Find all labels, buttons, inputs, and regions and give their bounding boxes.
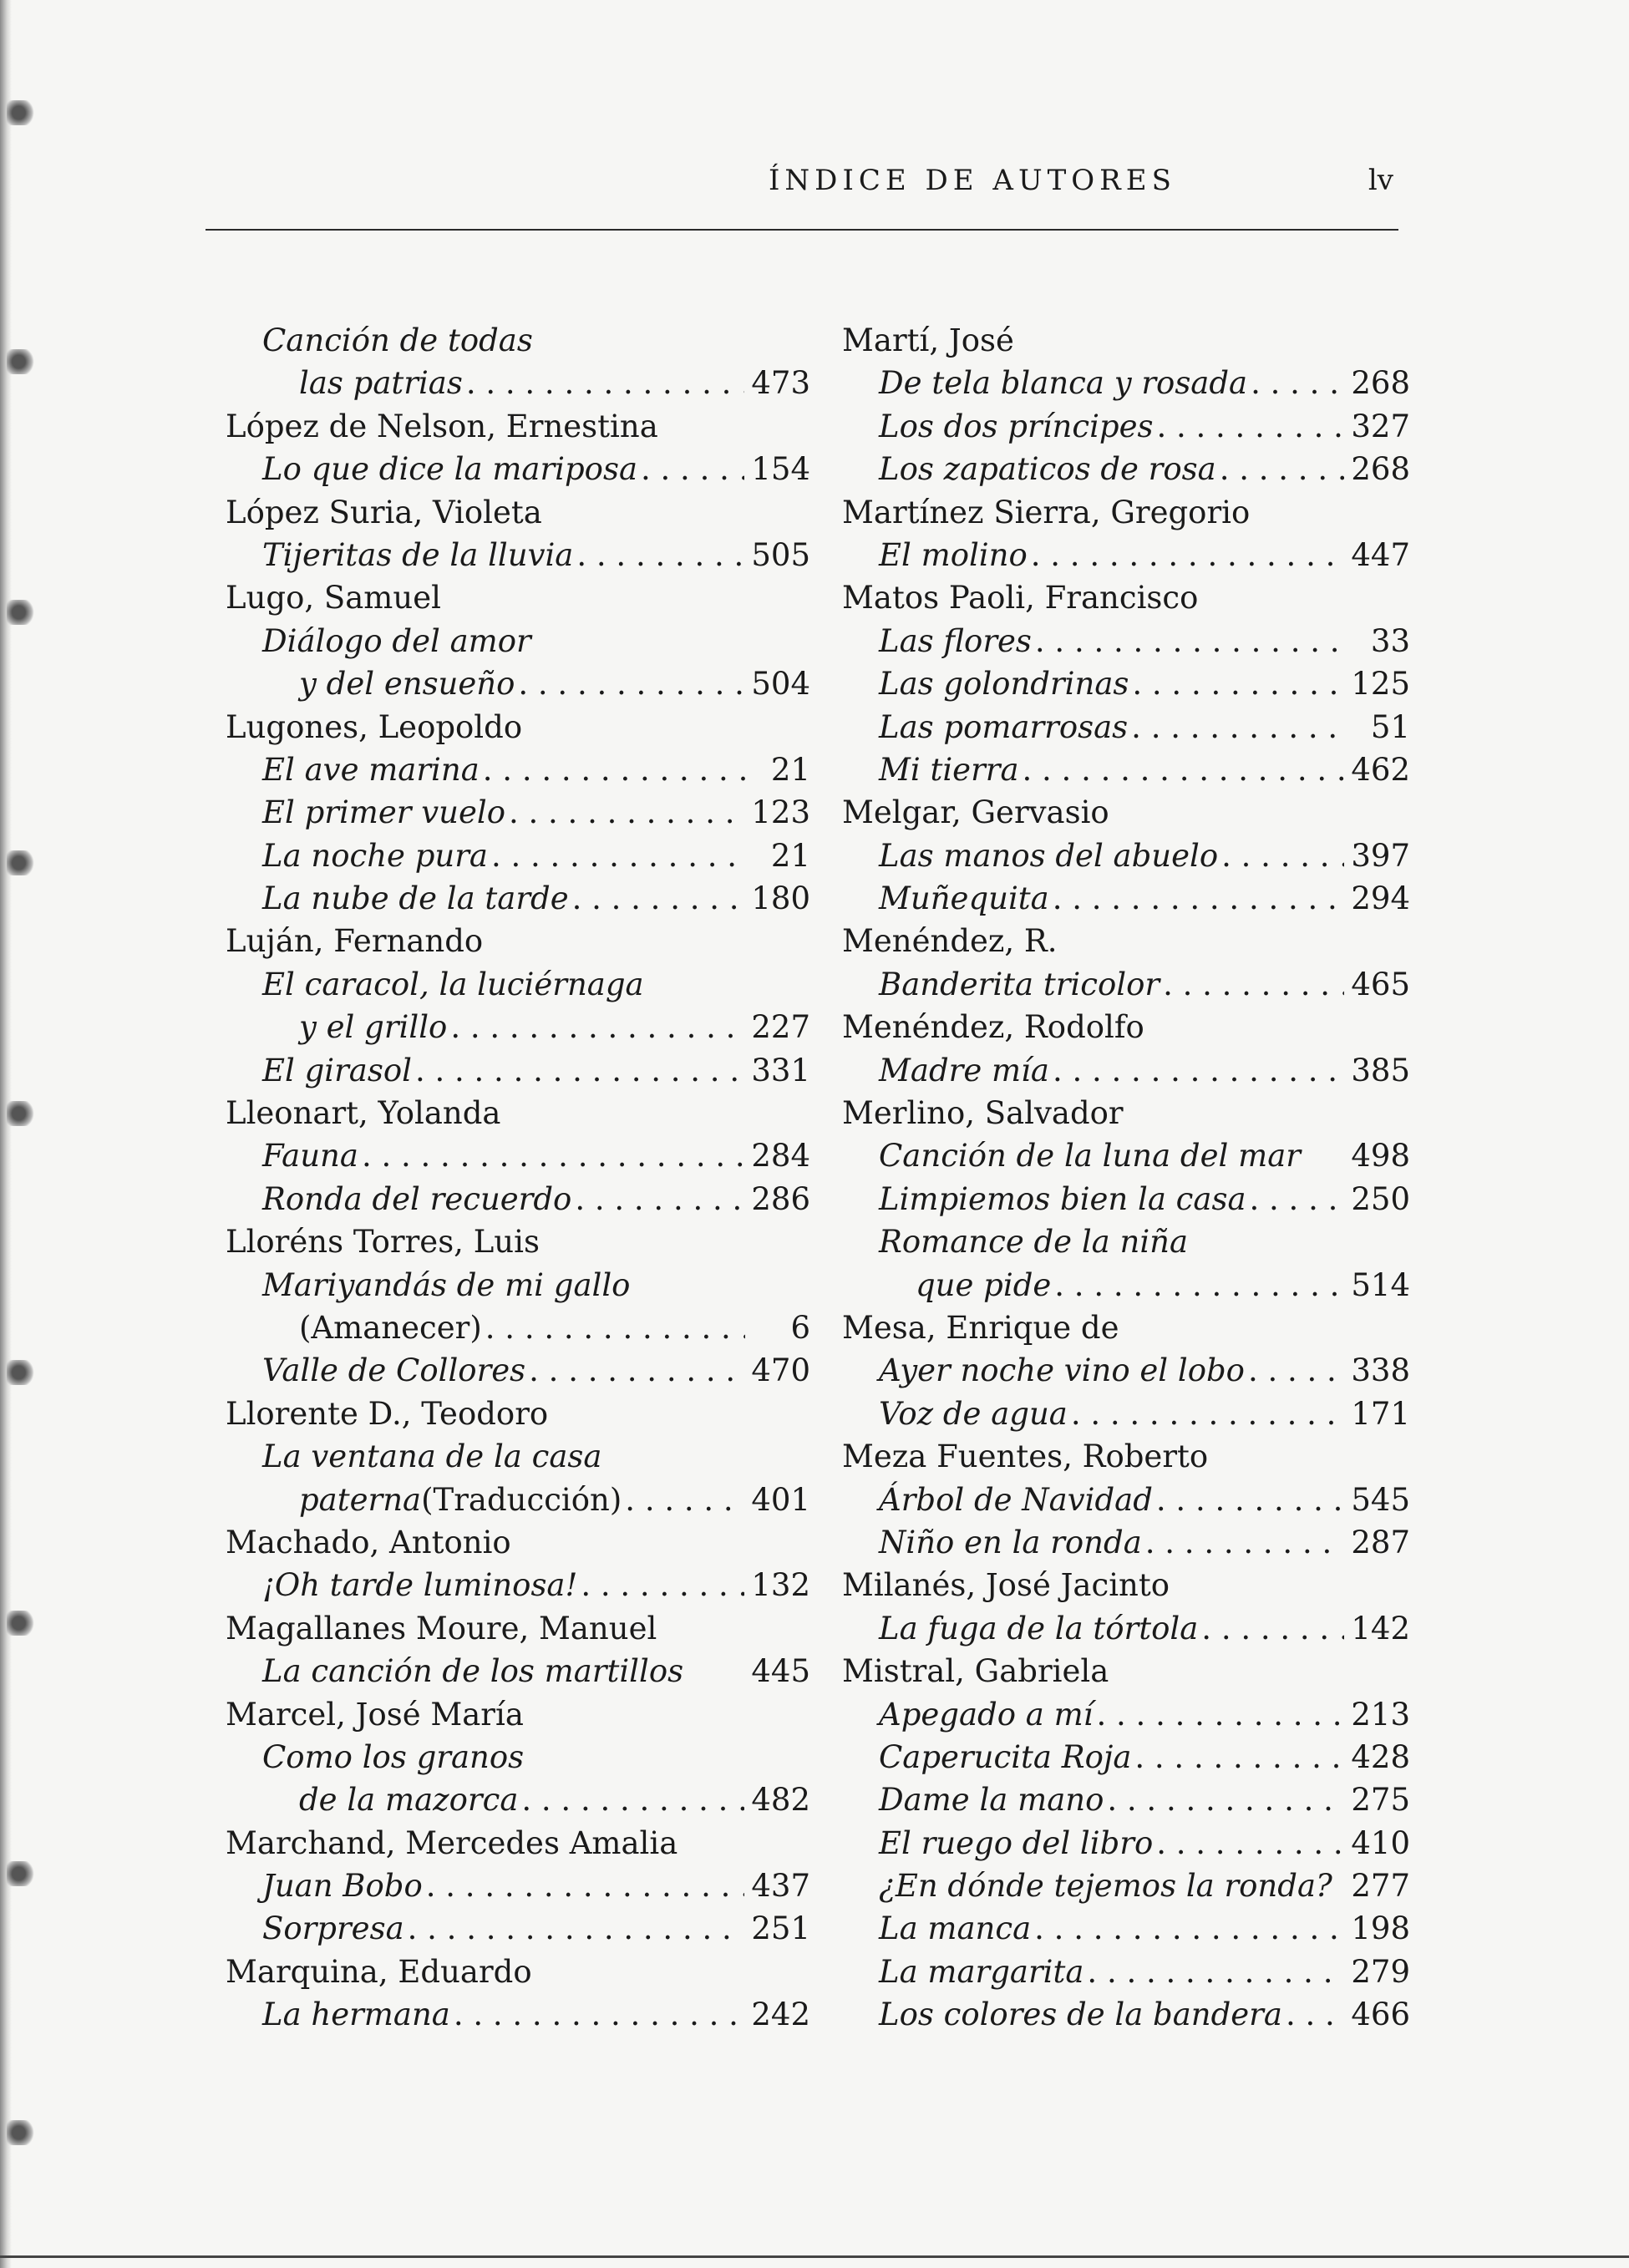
author-text: Machado, Antonio xyxy=(226,1524,511,1560)
dot-leader xyxy=(1201,1607,1344,1650)
page-ref: 51 xyxy=(1370,708,1410,745)
page-ref: 498 xyxy=(1351,1138,1410,1175)
index-entry xyxy=(226,1049,810,1092)
index-entry xyxy=(842,620,1410,662)
author-name xyxy=(842,1092,1410,1134)
dot-leader xyxy=(1156,405,1344,448)
index-entry xyxy=(226,1178,810,1220)
dot-leader xyxy=(521,1778,744,1821)
work-title: Las flores xyxy=(879,622,1032,659)
page-ref: 504 xyxy=(751,666,810,703)
author-name xyxy=(226,1607,810,1650)
title-note: (Traducción) xyxy=(421,1481,622,1518)
title-line xyxy=(842,1220,1410,1263)
author-text: Menéndez, Rodolfo xyxy=(842,1009,1144,1046)
index-entry xyxy=(226,791,810,834)
work-title: Mariyandás de mi gallo xyxy=(262,1266,631,1303)
index-column-left xyxy=(226,319,810,2037)
dot-leader xyxy=(466,362,745,404)
author-name xyxy=(842,1650,1410,1692)
page-ref: 125 xyxy=(1351,666,1410,703)
index-entry xyxy=(842,1607,1410,1650)
work-title: Banderita tricolor xyxy=(879,966,1160,1002)
work-title: Sorpresa xyxy=(262,1910,404,1947)
work-title: Lo que dice la mariposa xyxy=(262,451,638,488)
author-name xyxy=(842,319,1410,362)
index-entry xyxy=(842,1349,1410,1392)
index-entry xyxy=(842,963,1410,1006)
work-title: Fauna xyxy=(262,1138,358,1175)
page-edge xyxy=(0,0,12,2268)
index-entry xyxy=(842,1393,1410,1435)
title-line xyxy=(226,319,810,362)
work-title: Dame la mano xyxy=(879,1782,1104,1819)
author-name xyxy=(226,1393,810,1435)
dot-leader xyxy=(1087,1951,1344,1993)
index-entry xyxy=(842,1479,1410,1521)
work-title: Madre mía xyxy=(879,1052,1049,1088)
author-name xyxy=(226,1092,810,1134)
author-text: Lloréns Torres, Luis xyxy=(226,1224,540,1261)
index-entry xyxy=(842,1778,1410,1821)
author-text: López de Nelson, Ernestina xyxy=(226,408,658,444)
dot-leader xyxy=(1071,1393,1345,1435)
running-header xyxy=(206,164,1398,207)
page-ref: 33 xyxy=(1370,622,1410,659)
index-entry xyxy=(226,534,810,576)
dot-leader xyxy=(1031,534,1345,576)
work-title: Niño en la ronda xyxy=(879,1524,1142,1560)
index-entry xyxy=(226,835,810,877)
binding-hole xyxy=(7,1360,37,1385)
index-entry xyxy=(842,534,1410,576)
author-text: Luján, Fernando xyxy=(226,923,484,960)
page-ref: 445 xyxy=(751,1653,810,1690)
page-ref: 327 xyxy=(1351,408,1410,444)
author-text: Lugo, Samuel xyxy=(226,580,441,616)
author-name xyxy=(226,1521,810,1564)
index-entry xyxy=(226,748,810,791)
binding-hole xyxy=(7,1101,37,1126)
dot-leader xyxy=(1132,662,1344,705)
dot-leader xyxy=(1131,706,1345,748)
page-ref: 213 xyxy=(1351,1696,1410,1733)
page-ref: 142 xyxy=(1351,1610,1410,1646)
index-column-right xyxy=(842,319,1410,2037)
author-name xyxy=(842,576,1410,619)
dot-leader xyxy=(518,662,744,705)
author-text: Marquina, Eduardo xyxy=(226,1953,532,1990)
dot-leader xyxy=(1248,1349,1344,1392)
author-name xyxy=(226,491,810,534)
dot-leader xyxy=(1221,835,1344,877)
page-ref: 473 xyxy=(751,365,810,402)
work-title: ¿En dónde tejemos la ronda? xyxy=(879,1868,1332,1905)
work-title: Apegado a mí xyxy=(879,1696,1094,1733)
dot-leader xyxy=(1163,963,1344,1006)
binding-hole xyxy=(7,349,37,374)
dot-leader xyxy=(529,1349,744,1392)
work-title: El girasol xyxy=(262,1052,412,1088)
page-ref: 251 xyxy=(751,1910,810,1947)
author-name xyxy=(226,1951,810,1993)
index-entry xyxy=(226,1134,810,1177)
page-ref: 180 xyxy=(751,880,810,917)
index-entry xyxy=(842,662,1410,705)
author-name xyxy=(842,1564,1410,1606)
title-line xyxy=(226,620,810,662)
dot-leader xyxy=(572,877,745,920)
page-ref: 514 xyxy=(1351,1266,1410,1303)
author-text: Menéndez, R. xyxy=(842,923,1058,960)
page-ref: 545 xyxy=(1351,1481,1410,1518)
author-text: Llorente D., Teodoro xyxy=(226,1395,549,1432)
page-ref: 287 xyxy=(1351,1524,1410,1560)
author-name xyxy=(226,576,810,619)
index-entry xyxy=(842,877,1410,920)
index-entry xyxy=(842,748,1410,791)
work-title: El primer vuelo xyxy=(262,794,505,831)
author-text: Lleonart, Yolanda xyxy=(226,1095,501,1132)
work-title: Muñequita xyxy=(879,880,1049,917)
dot-leader xyxy=(1053,1049,1344,1092)
page-ref: 410 xyxy=(1351,1824,1410,1861)
dot-leader xyxy=(1250,1178,1345,1220)
author-text: Marcel, José María xyxy=(226,1696,524,1733)
dot-leader xyxy=(1107,1778,1344,1821)
work-title: paterna xyxy=(299,1481,422,1518)
work-title: Los zapaticos de rosa xyxy=(879,451,1216,488)
index-entry xyxy=(842,448,1410,490)
work-title: Caperucita Roja xyxy=(879,1738,1132,1775)
title-line xyxy=(226,1435,810,1478)
page-ref: 437 xyxy=(751,1868,810,1905)
binding-hole xyxy=(7,850,37,875)
work-title: Limpiemos bien la casa xyxy=(879,1180,1246,1217)
page-ref: 250 xyxy=(1351,1180,1410,1217)
work-title: El ave marina xyxy=(262,751,480,788)
page-ref: 401 xyxy=(751,1481,810,1518)
work-title: La ventana de la casa xyxy=(262,1438,602,1475)
work-title: Romance de la niña xyxy=(879,1224,1189,1261)
work-title: Los dos príncipes xyxy=(879,408,1154,444)
author-name xyxy=(842,1435,1410,1478)
page-ref: 447 xyxy=(1351,536,1410,573)
page-ref: 268 xyxy=(1351,365,1410,402)
page-ref: 284 xyxy=(751,1138,810,1175)
page-ref: 462 xyxy=(1351,751,1410,788)
author-name xyxy=(842,491,1410,534)
page-ref: 331 xyxy=(751,1052,810,1088)
author-name xyxy=(842,1307,1410,1349)
author-name xyxy=(226,1693,810,1736)
index-entry xyxy=(842,362,1410,404)
author-text: Mesa, Enrique de xyxy=(842,1309,1119,1346)
binding-hole xyxy=(7,100,37,125)
index-entry xyxy=(226,1564,810,1606)
dot-leader xyxy=(641,448,744,490)
work-title: Voz de agua xyxy=(879,1395,1068,1432)
dot-leader xyxy=(454,1993,745,2036)
index-entry xyxy=(842,1178,1410,1220)
work-title: El ruego del libro xyxy=(879,1824,1154,1861)
author-name xyxy=(226,1822,810,1865)
work-title: (Amanecer) xyxy=(299,1309,482,1346)
author-text: Melgar, Gervasio xyxy=(842,794,1109,831)
work-title: La hermana xyxy=(262,1997,450,2033)
work-title: Canción de todas xyxy=(262,322,533,358)
dot-leader xyxy=(1034,1907,1344,1950)
work-title: Los colores de la bandera xyxy=(879,1997,1282,2033)
page-ref: 227 xyxy=(751,1009,810,1046)
work-title: Mi tierra xyxy=(879,751,1019,788)
header-rule xyxy=(206,229,1398,231)
page-ref: 465 xyxy=(1351,966,1410,1002)
page-ref: 385 xyxy=(1351,1052,1410,1088)
work-title: El caracol, la luciérnaga xyxy=(262,966,644,1002)
title-line xyxy=(226,963,810,1006)
index-entry xyxy=(226,662,810,705)
work-title: El molino xyxy=(879,536,1028,573)
index-entry xyxy=(226,1006,810,1048)
author-text: Magallanes Moure, Manuel xyxy=(226,1610,657,1646)
page-ref: 268 xyxy=(1351,451,1410,488)
index-entry xyxy=(842,1521,1410,1564)
index-entry xyxy=(226,1650,810,1692)
index-entry xyxy=(842,1907,1410,1950)
author-text: Matos Paoli, Francisco xyxy=(842,580,1199,616)
dot-leader xyxy=(415,1049,744,1092)
work-title: Canción de la luna del mar xyxy=(879,1138,1301,1175)
index-entry xyxy=(842,1736,1410,1778)
work-title: La nube de la tarde xyxy=(262,880,569,917)
work-title: Las manos del abuelo xyxy=(879,837,1219,874)
author-text: Martí, José xyxy=(842,322,1014,358)
binding-hole xyxy=(7,2120,37,2145)
work-title: Diálogo del amor xyxy=(262,622,531,659)
page-ref: 171 xyxy=(1351,1395,1410,1432)
dot-leader xyxy=(1023,748,1345,791)
page-ref: 397 xyxy=(1351,837,1410,874)
page-ref: 286 xyxy=(751,1180,810,1217)
work-title: de la mazorca xyxy=(299,1782,519,1819)
header-title: ÍNDICE DE AUTORES xyxy=(769,164,1176,197)
index-entry xyxy=(842,1264,1410,1307)
author-name xyxy=(842,920,1410,962)
work-title: Ronda del recuerdo xyxy=(262,1180,572,1217)
dot-leader xyxy=(408,1907,745,1950)
work-title: Las golondrinas xyxy=(879,666,1129,703)
index-entry xyxy=(226,877,810,920)
page-ref: 123 xyxy=(751,794,810,831)
page-ref: 21 xyxy=(770,751,810,788)
dot-leader xyxy=(362,1134,744,1177)
index-entry xyxy=(842,1865,1410,1907)
author-name xyxy=(842,791,1410,834)
dot-leader xyxy=(581,1564,744,1606)
dot-leader xyxy=(426,1865,745,1907)
page-ref: 21 xyxy=(770,837,810,874)
work-title: Como los granos xyxy=(262,1738,525,1775)
work-title: La noche pura xyxy=(262,837,488,874)
dot-leader xyxy=(1286,1993,1344,2036)
dot-leader xyxy=(625,1479,744,1521)
author-text: López Suria, Violeta xyxy=(226,494,542,530)
index-entry xyxy=(226,362,810,404)
dot-leader xyxy=(1156,1822,1344,1865)
page-ref: 277 xyxy=(1351,1868,1410,1905)
work-title: Juan Bobo xyxy=(262,1868,423,1905)
dot-leader xyxy=(1251,362,1344,404)
page-ref: 470 xyxy=(751,1352,810,1389)
author-name xyxy=(226,706,810,748)
page-bottom-edge xyxy=(0,2255,1629,2258)
index-entry xyxy=(226,1907,810,1950)
index-entry xyxy=(842,1993,1410,2036)
page-ref: 6 xyxy=(790,1309,810,1346)
dot-leader xyxy=(483,748,745,791)
binding-hole xyxy=(7,1861,37,1886)
page-ref: 198 xyxy=(1351,1910,1410,1947)
page-ref: 242 xyxy=(751,1997,810,2033)
dot-leader xyxy=(1145,1521,1345,1564)
author-text: Merlino, Salvador xyxy=(842,1095,1124,1132)
work-title: Tijeritas de la lluvia xyxy=(262,536,574,573)
page-number: lv xyxy=(1368,164,1393,197)
page-ref: 132 xyxy=(751,1567,810,1604)
dot-leader xyxy=(491,835,745,877)
author-text: Meza Fuentes, Roberto xyxy=(842,1438,1209,1475)
page-ref: 154 xyxy=(751,451,810,488)
binding-hole xyxy=(7,600,37,625)
dot-leader xyxy=(1097,1693,1345,1736)
index-entry xyxy=(842,706,1410,748)
work-title: que pide xyxy=(916,1266,1052,1303)
index-entry xyxy=(226,1993,810,2036)
dot-leader xyxy=(1220,448,1345,490)
dot-leader xyxy=(450,1006,744,1048)
author-text: Martínez Sierra, Gregorio xyxy=(842,494,1251,530)
dot-leader xyxy=(1053,877,1345,920)
author-name xyxy=(226,1220,810,1263)
work-title: La canción de los martillos xyxy=(262,1653,684,1690)
work-title: La fuga de la tórtola xyxy=(879,1610,1199,1646)
work-title: Ayer noche vino el lobo xyxy=(879,1352,1245,1389)
page-ref: 466 xyxy=(1351,1997,1410,2033)
index-entry xyxy=(226,448,810,490)
index-entry xyxy=(842,1822,1410,1865)
work-title: De tela blanca y rosada xyxy=(879,365,1248,402)
work-title: La margarita xyxy=(879,1953,1084,1990)
page-ref: 505 xyxy=(751,536,810,573)
index-entry xyxy=(226,1865,810,1907)
index-entry xyxy=(842,405,1410,448)
author-name xyxy=(842,1006,1410,1048)
index-entry xyxy=(842,1134,1410,1177)
author-name xyxy=(226,405,810,448)
page-ref: 279 xyxy=(1351,1953,1410,1990)
work-title: La manca xyxy=(879,1910,1032,1947)
page-ref: 428 xyxy=(1351,1738,1410,1775)
work-title: las patrias xyxy=(299,365,463,402)
work-title: Valle de Collores xyxy=(262,1352,526,1389)
index-entry xyxy=(226,1349,810,1392)
index-entry xyxy=(842,1951,1410,1993)
dot-leader xyxy=(1134,1736,1344,1778)
work-title: y del ensueño xyxy=(299,666,515,703)
dot-leader xyxy=(509,791,744,834)
work-title: Las pomarrosas xyxy=(879,708,1129,745)
title-line xyxy=(226,1264,810,1307)
index-entry xyxy=(226,1778,810,1821)
author-text: Milanés, José Jacinto xyxy=(842,1567,1170,1604)
dot-leader xyxy=(575,1178,744,1220)
work-title: y el grillo xyxy=(299,1009,448,1046)
work-title: Árbol de Navidad xyxy=(879,1481,1153,1518)
index-entry xyxy=(226,1307,810,1349)
dot-leader xyxy=(485,1307,745,1349)
title-line xyxy=(226,1736,810,1778)
page-ref: 338 xyxy=(1351,1352,1410,1389)
author-text: Marchand, Mercedes Amalia xyxy=(226,1824,678,1861)
author-text: Mistral, Gabriela xyxy=(842,1653,1109,1690)
index-entry xyxy=(842,1693,1410,1736)
author-name xyxy=(226,920,810,962)
dot-leader xyxy=(1035,620,1345,662)
index-entry xyxy=(842,1049,1410,1092)
dot-leader xyxy=(1054,1264,1344,1307)
page-ref: 275 xyxy=(1351,1782,1410,1819)
page-ref: 482 xyxy=(751,1782,810,1819)
page-ref: 294 xyxy=(1351,880,1410,917)
work-title: ¡Oh tarde luminosa! xyxy=(262,1567,578,1604)
author-text: Lugones, Leopoldo xyxy=(226,708,523,745)
index-entry xyxy=(226,1479,810,1521)
binding-hole xyxy=(7,1611,37,1636)
dot-leader xyxy=(1156,1479,1344,1521)
dot-leader xyxy=(576,534,744,576)
index-entry xyxy=(842,835,1410,877)
